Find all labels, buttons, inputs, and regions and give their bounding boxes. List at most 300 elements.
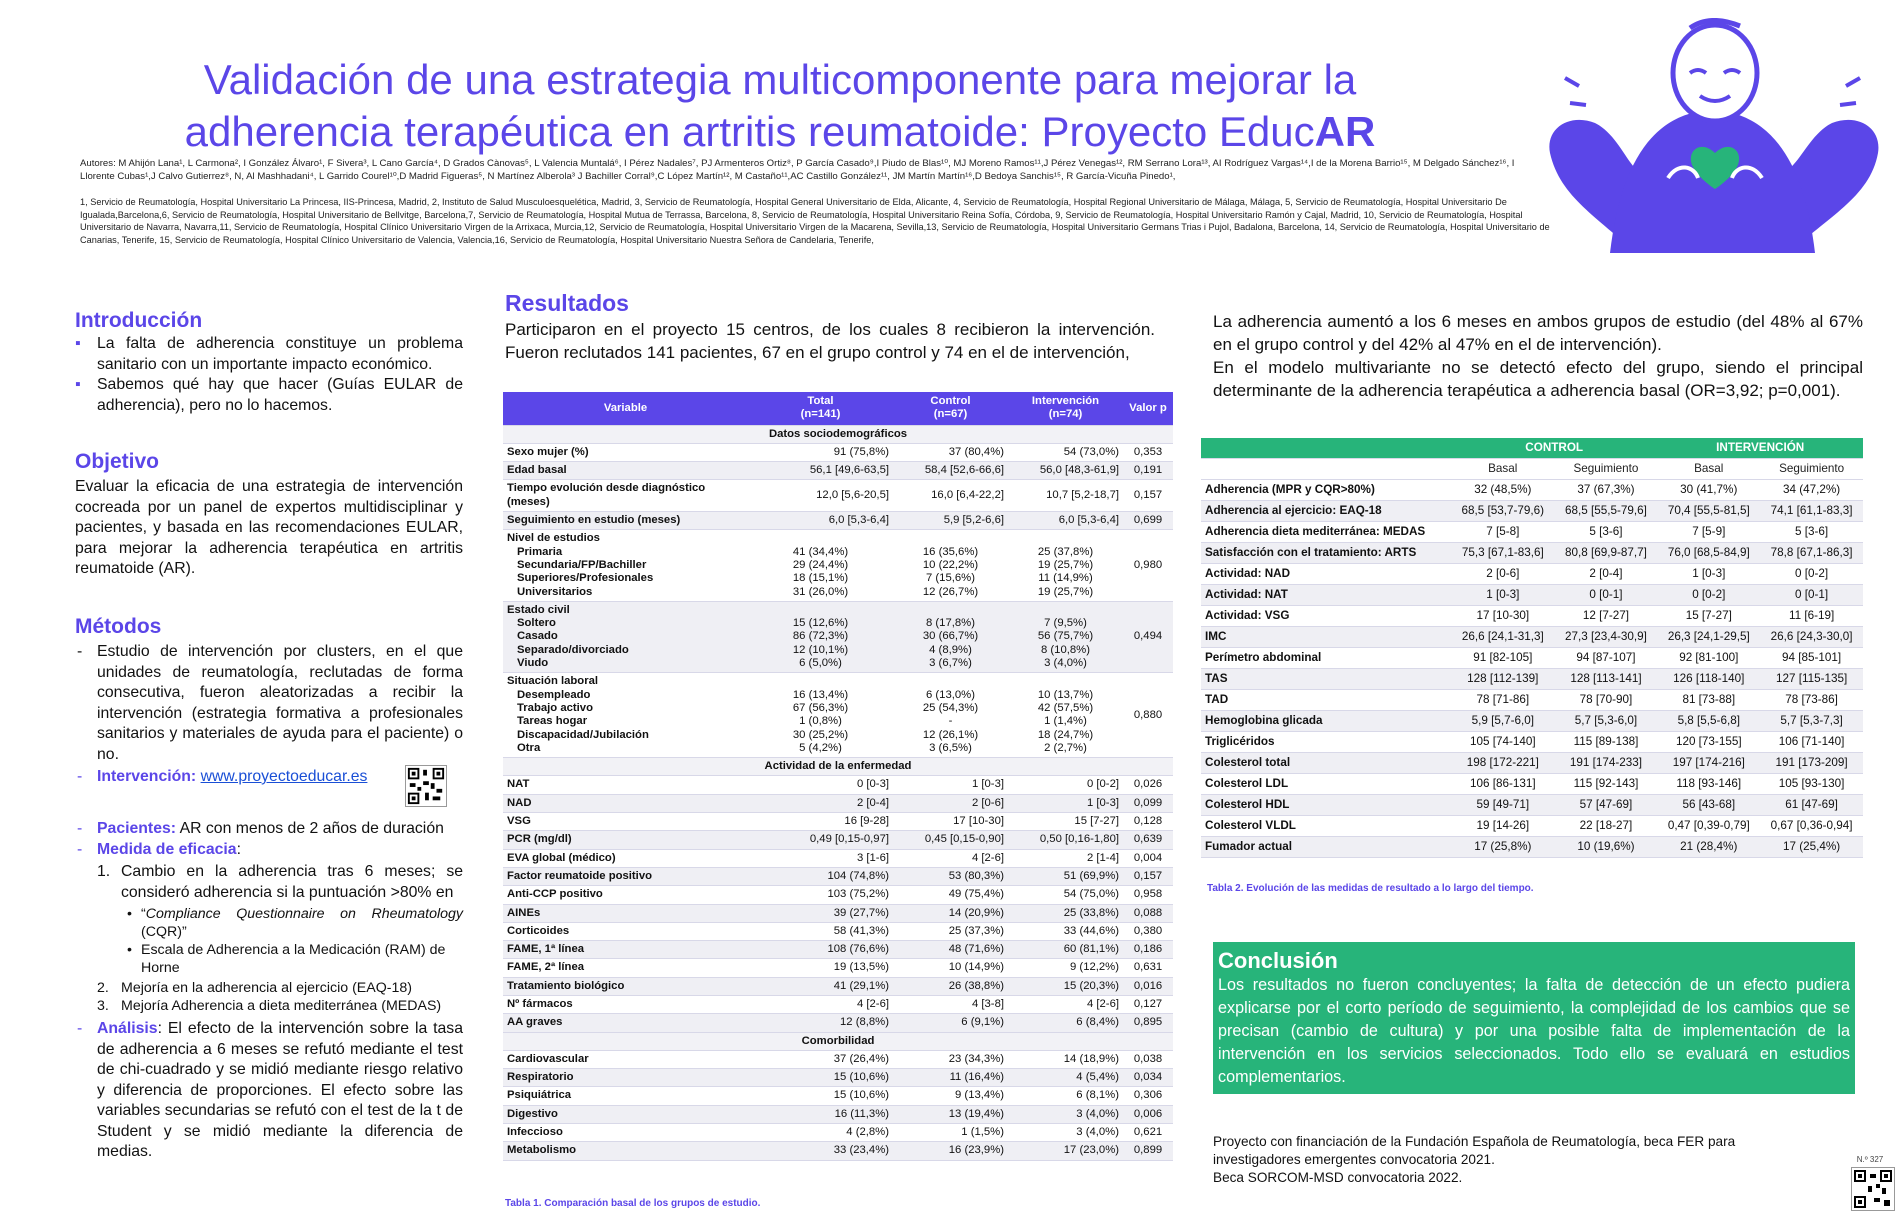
- t2-cell: 92 [81-100]: [1657, 648, 1760, 669]
- cell-value: 12 (10,1%): [792, 643, 849, 656]
- cell-value: 6 (13,0%): [926, 688, 975, 701]
- t1-row-label: Anti-CCP positivo: [503, 886, 748, 904]
- cell-value: 1 (1,4%): [1044, 715, 1087, 728]
- t1-header-control: Control (n=67): [893, 392, 1008, 425]
- t1-pvalue: 0,016: [1123, 977, 1173, 995]
- t2-cell: 10 (19,6%): [1555, 837, 1658, 858]
- t1-cell: 10,7 [5,2-18,7]: [1008, 480, 1123, 512]
- t1-cell: 39 (27,7%): [748, 904, 893, 922]
- t1-cell: 6 (8,1%): [1008, 1087, 1123, 1105]
- group-sub: Primaria: [517, 545, 563, 558]
- table-row: [503, 886, 1173, 904]
- t2-cell: 80,8 [69,9-87,7]: [1555, 543, 1658, 564]
- t1-cell: 4 [2-6]: [893, 849, 1008, 867]
- t1-cell: 19 (13,5%): [748, 959, 893, 977]
- t1-row-label: Sexo mujer (%): [503, 443, 748, 461]
- t1-pvalue: 0,899: [1123, 1142, 1173, 1160]
- t2-cell: 2 [0-4]: [1555, 564, 1658, 585]
- medida-label: Medida de eficacia: [97, 840, 237, 858]
- table1-caption: Tabla 1. Comparación basal de los grupos de estudio.: [505, 1198, 761, 1209]
- intervencion-label: Intervención:: [97, 768, 197, 785]
- t2-row-label: Colesterol LDL: [1201, 774, 1451, 795]
- t2-row-label: Adherencia al ejercicio: EAQ-18: [1201, 501, 1451, 522]
- table-row: [1201, 585, 1863, 606]
- t2-cell: 5 [3-6]: [1760, 522, 1863, 543]
- t2-group-intervencion: INTERVENCIÓN: [1657, 438, 1863, 459]
- t1-pvalue: 0,306: [1123, 1087, 1173, 1105]
- t2-cell: 120 [73-155]: [1657, 732, 1760, 753]
- qr-code-icon: [1851, 1167, 1895, 1211]
- table-row: [503, 794, 1173, 812]
- t2-cell: 78 [70-90]: [1555, 690, 1658, 711]
- t2-cell: 91 [82-105]: [1451, 648, 1555, 669]
- cell-value: 8 (10,8%): [1041, 643, 1090, 656]
- funding-note: [1213, 1133, 1803, 1187]
- table-row: [503, 462, 1173, 480]
- t1-cell: 37 (26,4%): [748, 1050, 893, 1068]
- medida-item-2: [97, 979, 463, 997]
- cell-value: 25 (54,3%): [922, 701, 979, 714]
- group-sub: Trabajo activo: [517, 701, 593, 714]
- cell-value: 5 (4,2%): [799, 741, 842, 754]
- table-row: [1201, 837, 1863, 858]
- cell-spacer: [1012, 675, 1119, 688]
- t2-cell: 1 [0-3]: [1657, 564, 1760, 585]
- t2-cell: 5,9 [5,7-6,0]: [1451, 711, 1555, 732]
- cqr-rest: (CQR)”: [141, 924, 187, 940]
- affiliations: 1, Servicio de Reumatología, Hospital Universitario La Princesa, IIS-Princesa, Madrid, 2, Instituto de Salud Musculoesquelética, Madrid, 3, Servicio de Reumatología, Hospital General Universitario de Elda, Alicante, 4, Servicio de Reumatología, Hospital Regional Universitario de Málaga, Málaga, 5, Servicio de Reumatología, Hospital Universitario De Igualada,Barcelona,6, Servicio de Reumatología, Hospital Universitario de Bellvitge, Barcelona,7, Servicio de Reumatología, Hospital Mutua de Terrassa, Barcelona, 8, Servicio de Reumatología, Hospital Universitario Reina Sofía, Córdoba, 9, Servicio de Reumatología, Hospital Universitario Ramón y Cajal, Madrid, 10, Servicio de Reumatología, Hospital Universitario de Navarra, Navarra,11, Servicio de Reumatología, Hospital Clínico Universitario Virgen de la Arrixaca, Murcia,12, Servicio de Reumatología, Hospital Universitario Virgen de la Macarena, Sevilla,13, Servicio de Reumatología, Hospital Universitario Germans Trias i Pujol, Badalona, Barcelona, 14, Servicio de Reumatología, Hospital Universitario de Canarias, Tenerife, 15, Servicio de Reumatología, Hospital Clínico Universitario de Valencia, Valencia,16, Servicio de Reumatología, Hospital Universitario Nuestra Señora de Candelaria, Tenerife,: [80, 197, 1550, 245]
- t2-body: [1201, 480, 1863, 858]
- cqr-italic: Compliance Questionnaire on Rheumatology: [145, 906, 463, 922]
- group-sub: Otra: [517, 741, 541, 754]
- intro-heading: Introducción: [75, 309, 203, 332]
- t1-row-label: AA graves: [503, 1014, 748, 1032]
- conclusion-box: [1213, 942, 1855, 1094]
- t1-cell: 41 (29,1%): [748, 977, 893, 995]
- t2-cell: 76,0 [68,5-84,9]: [1657, 543, 1760, 564]
- table-row: [503, 480, 1173, 512]
- cell-spacer: [752, 604, 889, 617]
- intro-list: [75, 334, 463, 416]
- table-row: [1201, 711, 1863, 732]
- cell-value: 41 (34,4%): [792, 545, 849, 558]
- t1-row-label: Nº fármacos: [503, 995, 748, 1013]
- t1-cell: 4 (2,8%): [748, 1124, 893, 1142]
- t2-row-label: Fumador actual: [1201, 837, 1451, 858]
- t2-cell: 17 (25,8%): [1451, 837, 1555, 858]
- table-row: [503, 813, 1173, 831]
- cell-value: 30 (25,2%): [792, 728, 849, 741]
- t1-cell: 6 (9,1%): [893, 1014, 1008, 1032]
- t2-cell: 57 [47-69]: [1555, 795, 1658, 816]
- t2-cell: 32 (48,5%): [1451, 480, 1555, 501]
- t2-cell: 127 [115-135]: [1760, 669, 1863, 690]
- t2-cell: 12 [7-27]: [1555, 606, 1658, 627]
- group-title: Situación laboral: [507, 675, 599, 688]
- t1-pvalue: 0,006: [1123, 1105, 1173, 1123]
- cell-value: 31 (26,0%): [792, 585, 849, 598]
- t1-cell: 16 (23,9%): [893, 1142, 1008, 1160]
- cell-value: 3 (6,5%): [929, 741, 972, 754]
- t1-cell: 54 (73,0%): [1008, 443, 1123, 461]
- t1-cell: 9 (13,4%): [893, 1087, 1008, 1105]
- t2-row-label: Hemoglobina glicada: [1201, 711, 1451, 732]
- t1-row-label: Psiquiátrica: [503, 1087, 748, 1105]
- t2-cell: 68,5 [53,7-79,6): [1451, 501, 1555, 522]
- table-row: [1201, 480, 1863, 501]
- t1-cell: 1 [0-3]: [1008, 794, 1123, 812]
- t2-cell: 126 [118-140]: [1657, 669, 1760, 690]
- medida-num: 2.: [97, 980, 109, 996]
- t1-body: [503, 425, 1173, 1160]
- metodos-body: [75, 642, 463, 1163]
- t1-cell: 6,0 [5,3-6,4]: [1008, 512, 1123, 530]
- t1-row-label: Infeccioso: [503, 1124, 748, 1142]
- table-row: [503, 977, 1173, 995]
- group-sub: Desempleado: [517, 688, 591, 701]
- table-row: [1201, 690, 1863, 711]
- t2-cell: 191 [174-233]: [1555, 753, 1658, 774]
- cell-spacer: [897, 675, 1004, 688]
- t1-cell: 53 (80,3%): [893, 867, 1008, 885]
- cell-value: 12 (26,7%): [922, 585, 979, 598]
- t1-cell: 11 (16,4%): [893, 1069, 1008, 1087]
- pacientes-row: [75, 819, 463, 840]
- t2-cell: 2 [0-6]: [1451, 564, 1555, 585]
- metodos-item: - Estudio de intervención por clusters, en el que unidades de reumatología, reclutadas de forma consecutiva, fueron aleatorizadas a recibir la intervención (estrategia formativa a profesionales sanitarios y materiales de ayuda para el paciente) o no.: [75, 642, 463, 765]
- t2-cell: 17 [10-30]: [1451, 606, 1555, 627]
- group-sub: Universitarios: [517, 585, 593, 598]
- table-row: [503, 1142, 1173, 1160]
- t1-pvalue: 0,880: [1123, 673, 1173, 758]
- t1-pvalue: 0,380: [1123, 922, 1173, 940]
- t2-cell: 21 (28,4%): [1657, 837, 1760, 858]
- resultados-heading: Resultados: [505, 290, 629, 316]
- t1-pvalue: 0,157: [1123, 867, 1173, 885]
- t2-cell: 198 [172-221]: [1451, 753, 1555, 774]
- t1-cell: 37 (80,4%): [893, 443, 1008, 461]
- t1-pvalue: 0,353: [1123, 443, 1173, 461]
- t1-cell: 58,4 [52,6-66,6]: [893, 462, 1008, 480]
- objetivo-heading: Objetivo: [75, 450, 160, 473]
- table-row: [1201, 816, 1863, 837]
- table-row: [503, 1087, 1173, 1105]
- t1-group-label: [503, 530, 748, 601]
- medida-item-3: [97, 997, 463, 1015]
- t1-pvalue: 0,127: [1123, 995, 1173, 1013]
- t1-cell: 0 [0-3]: [748, 776, 893, 794]
- t1-cell: 13 (19,4%): [893, 1105, 1008, 1123]
- t2-cell: 27,3 [23,4-30,9]: [1555, 627, 1658, 648]
- table-row: [503, 1069, 1173, 1087]
- cell-value: 7 (9,5%): [1044, 617, 1087, 630]
- cell-value: 18 (24,7%): [1037, 728, 1094, 741]
- t1-cell: 48 (71,6%): [893, 941, 1008, 959]
- t1-cell: 2 [0-6]: [893, 794, 1008, 812]
- cell-value: 8 (17,8%): [926, 617, 975, 630]
- group-sub: Viudo: [517, 657, 549, 670]
- t1-cell: 49 (75,4%): [893, 886, 1008, 904]
- t1-row-label: AINEs: [503, 904, 748, 922]
- results-paragraph-1: La adherencia aumentó a los 6 meses en ambos grupos de estudio (del 48% al 67% en el grupo control y del 42% al 47% en el de intervención).: [1213, 312, 1863, 354]
- table-row: [1201, 606, 1863, 627]
- title-line2: adherencia terapéutica en artritis reumatoide: Proyecto Educ: [184, 108, 1315, 155]
- objetivo-text: Evaluar la eficacia de una estrategia de intervención cocreada por un panel de expertos multidisciplinar y pacientes, y basada en las recomendaciones EULAR, para mejorar la adherencia terapéutica en artritis reumatoide (AR).: [75, 478, 463, 577]
- t2-subheader: Seguimiento: [1555, 459, 1658, 480]
- intervencion-link[interactable]: www.proyectoeducar.es: [200, 768, 368, 785]
- t1-pvalue: 0,895: [1123, 1014, 1173, 1032]
- t1-cell: [748, 530, 893, 601]
- intro-item: ▪ La falta de adherencia constituye un problema sanitario con un importante impacto económico.: [75, 334, 463, 375]
- t1-cell: 108 (76,6%): [748, 941, 893, 959]
- t1-cell: 14 (20,9%): [893, 904, 1008, 922]
- table-row: [503, 941, 1173, 959]
- group-title: Nivel de estudios: [507, 532, 600, 545]
- table-row: [1201, 543, 1863, 564]
- t1-row-label: FAME, 1ª línea: [503, 941, 748, 959]
- analisis-colon: :: [157, 1020, 162, 1037]
- t1-pvalue: 0,494: [1123, 601, 1173, 672]
- t2-row-label: Adherencia (MPR y CQR>80%): [1201, 480, 1451, 501]
- t1-cell: 4 (5,4%): [1008, 1069, 1123, 1087]
- t1-pvalue: 0,034: [1123, 1069, 1173, 1087]
- t2-cell: 5,7 [5,3-7,3]: [1760, 711, 1863, 732]
- t1-pvalue: 0,186: [1123, 941, 1173, 959]
- medida-subitem: • Escala de Adherencia a la Medicación (RAM) de Horne: [121, 941, 463, 977]
- t1-cell: 58 (41,3%): [748, 922, 893, 940]
- medida-item-1: [97, 862, 463, 903]
- analisis-text: El efecto de la intervención sobre la tasa de adherencia a 6 meses se refutó mediante el test de chi-cuadrado y se midió mediante riesgo relativo y diferencia de proporciones. El efecto sobre las variables secundarias se refutó con el test de la t de Student y se midió mediante la diferencia de medias.: [97, 1020, 463, 1160]
- t1-cell: 12,0 [5,6-20,5]: [748, 480, 893, 512]
- t1-cell: 14 (18,9%): [1008, 1050, 1123, 1068]
- t2-row-label: Actividad: NAT: [1201, 585, 1451, 606]
- t2-cell: 75,3 [67,1-83,6]: [1451, 543, 1555, 564]
- t2-cell: 7 [5-9]: [1657, 522, 1760, 543]
- group-sub: Discapacidad/Jubilación: [517, 728, 649, 741]
- t1-cell: 2 [0-4]: [748, 794, 893, 812]
- t2-cell: 22 [18-27]: [1555, 816, 1658, 837]
- medida-subitem: [121, 905, 463, 941]
- table-row: [1201, 774, 1863, 795]
- t1-pvalue: 0,157: [1123, 480, 1173, 512]
- cell-spacer: [752, 532, 889, 545]
- t2-cell: 94 [85-101]: [1760, 648, 1863, 669]
- group-sub: Soltero: [517, 617, 556, 630]
- t1-group-label: [503, 673, 748, 758]
- cell-spacer: [897, 604, 1004, 617]
- table-row: [1201, 627, 1863, 648]
- conclusion-heading: Conclusión: [1218, 948, 1338, 973]
- t1-cell: [748, 673, 893, 758]
- t1-cell: 91 (75,8%): [748, 443, 893, 461]
- table-row: [1201, 669, 1863, 690]
- t2-cell: 78 [71-86]: [1451, 690, 1555, 711]
- t2-cell: 106 [86-131]: [1451, 774, 1555, 795]
- t1-cell: 2 [1-4]: [1008, 849, 1123, 867]
- table-row: [503, 512, 1173, 530]
- t1-cell: 15 (10,6%): [748, 1069, 893, 1087]
- t1-pvalue: 0,621: [1123, 1124, 1173, 1142]
- t1-row-label: Seguimiento en estudio (meses): [503, 512, 748, 530]
- medida-num: 3.: [97, 998, 109, 1014]
- t2-row-label: TAD: [1201, 690, 1451, 711]
- cell-value: 10 (22,2%): [922, 558, 979, 571]
- t2-cell: 70,4 [55,5-81,5]: [1657, 501, 1760, 522]
- t1-section-label: Comorbilidad: [503, 1032, 1173, 1050]
- table-row: [1201, 753, 1863, 774]
- t2-row-label: Satisfacción con el tratamiento: ARTS: [1201, 543, 1451, 564]
- t2-cell: 26,3 [24,1-29,5]: [1657, 627, 1760, 648]
- t1-cell: 0,49 [0,15-0,97]: [748, 831, 893, 849]
- t1-cell: 33 (44,6%): [1008, 922, 1123, 940]
- t2-cell: 78 [73-86]: [1760, 690, 1863, 711]
- pacientes-label: Pacientes:: [97, 820, 177, 837]
- cell-value: 1 (0,8%): [799, 715, 842, 728]
- t1-cell: 6 (8,4%): [1008, 1014, 1123, 1032]
- t1-cell: 0,50 [0,16-1,80]: [1008, 831, 1123, 849]
- t1-cell: 103 (75,2%): [748, 886, 893, 904]
- t1-cell: 56,0 [48,3-61,9]: [1008, 462, 1123, 480]
- t1-row-label: NAT: [503, 776, 748, 794]
- table-row: [503, 1124, 1173, 1142]
- poster-title: [90, 54, 1470, 158]
- cell-spacer: [1012, 604, 1119, 617]
- t1-pvalue: 0,631: [1123, 959, 1173, 977]
- t2-cell: 0,67 [0,36-0,94]: [1760, 816, 1863, 837]
- t2-cell: 26,6 [24,3-30,0]: [1760, 627, 1863, 648]
- t1-cell: 5,9 [5,2-6,6]: [893, 512, 1008, 530]
- cell-value: 19 (25,7%): [1037, 585, 1094, 598]
- t1-pvalue: 0,038: [1123, 1050, 1173, 1068]
- t1-header-variable: Variable: [503, 392, 748, 425]
- medida-colon: :: [236, 840, 241, 858]
- t1-cell: [893, 673, 1008, 758]
- t1-pvalue: 0,128: [1123, 813, 1173, 831]
- t1-pvalue: 0,004: [1123, 849, 1173, 867]
- t1-cell: [1008, 530, 1123, 601]
- t2-cell: 37 (67,3%): [1555, 480, 1658, 501]
- medida-text: Cambio en la adherencia tras 6 meses; se consideró adherencia si la puntuación >80% en: [121, 863, 463, 901]
- t2-row-label: IMC: [1201, 627, 1451, 648]
- person-heart-icon: [1540, 18, 1885, 253]
- t1-cell: 104 (74,8%): [748, 867, 893, 885]
- medida-sublist: [121, 905, 463, 977]
- t1-row-label: Tratamiento biológico: [503, 977, 748, 995]
- cell-value: 11 (14,9%): [1038, 572, 1093, 585]
- title-bold: AR: [1314, 108, 1376, 155]
- t2-cell: 105 [93-130]: [1760, 774, 1863, 795]
- t1-group-label: [503, 601, 748, 672]
- t1-pvalue: 0,088: [1123, 904, 1173, 922]
- cell-value: 7 (15,6%): [926, 572, 975, 585]
- t1-cell: 16 (11,3%): [748, 1105, 893, 1123]
- t1-pvalue: 0,699: [1123, 512, 1173, 530]
- t2-cell: 34 (47,2%): [1760, 480, 1863, 501]
- t1-cell: [893, 530, 1008, 601]
- t2-cell: 17 (25,4%): [1760, 837, 1863, 858]
- t1-row-label: FAME, 2ª línea: [503, 959, 748, 977]
- t2-cell: 0 [0-1]: [1555, 585, 1658, 606]
- t1-row-label: PCR (mg/dl): [503, 831, 748, 849]
- t2-cell: 7 [5-8]: [1451, 522, 1555, 543]
- medida-row: [75, 840, 463, 861]
- t1-pvalue: 0,191: [1123, 462, 1173, 480]
- t1-cell: [1008, 601, 1123, 672]
- t1-cell: 9 (12,2%): [1008, 959, 1123, 977]
- t1-cell: 33 (23,4%): [748, 1142, 893, 1160]
- cell-value: 86 (72,3%): [792, 630, 849, 643]
- group-title: Estado civil: [507, 603, 570, 616]
- cqr-open-quote: “: [141, 906, 146, 922]
- t1-cell: 56,1 [49,6-63,5]: [748, 462, 893, 480]
- table-row: [1201, 522, 1863, 543]
- cell-value: 2 (2,7%): [1044, 741, 1087, 754]
- t1-cell: 3 (4,0%): [1008, 1105, 1123, 1123]
- table-row: [503, 1105, 1173, 1123]
- t2-cell: 106 [71-140]: [1760, 732, 1863, 753]
- t2-cell: 74,1 [61,1-83,3]: [1760, 501, 1863, 522]
- t2-subheader: Basal: [1451, 459, 1555, 480]
- t1-cell: 26 (38,8%): [893, 977, 1008, 995]
- t2-cell: 105 [74-140]: [1451, 732, 1555, 753]
- t2-row-label: Actividad: VSG: [1201, 606, 1451, 627]
- table-row: [1201, 501, 1863, 522]
- t1-cell: 60 (81,1%): [1008, 941, 1123, 959]
- qr-code-icon: [405, 765, 447, 807]
- authors: Autores: M Ahijón Lana¹, L Carmona², I González Álvaro¹, F Sivera³, L Cano García⁴, D Grados Cànovas⁵, L Valencia Muntalá⁶, I Pérez Nadales⁷, PJ Armenteros Ortiz⁸, P García Casado⁹,I Piudo de Blas¹⁰, MJ Moreno Ramos¹¹,J Pérez Venegas¹², RM Serrano Lora¹³, AI Rodríguez Vargas¹⁴,I de la Morena Barrio¹⁵, M Delgado Sánchez¹⁶, I Llorente Cubas¹,J Calvo Gutierrez⁸, N, Al Mashhadani⁴, L Garrido Courel¹⁰,D Madrid Figueras⁵, N Martínez Alberola³ J Bachiller Corral⁹,C López Martín¹², M Castaño¹¹,AC Castillo González¹¹, JM Martín Martín¹⁶,D Bedoya Sanchis¹⁵, R García-Vicuña Pinedo¹,: [80, 158, 1515, 182]
- t2-cell: 128 [113-141]: [1555, 669, 1658, 690]
- t2-cell: 81 [73-88]: [1657, 690, 1760, 711]
- t1-row-label: Digestivo: [503, 1105, 748, 1123]
- t2-cell: 11 [6-19]: [1760, 606, 1863, 627]
- group-sub: Secundaria/FP/Bachiller: [517, 558, 647, 571]
- t1-pvalue: 0,958: [1123, 886, 1173, 904]
- table-row: [503, 922, 1173, 940]
- table-row: [503, 530, 1173, 601]
- cell-value: 56 (75,7%): [1037, 630, 1094, 643]
- t1-pvalue: 0,099: [1123, 794, 1173, 812]
- t2-cell: 30 (41,7%): [1657, 480, 1760, 501]
- poster-number: N.º 327: [1856, 1155, 1884, 1164]
- t2-cell: 5,7 [5,3-6,0]: [1555, 711, 1658, 732]
- t1-row-label: Tiempo evolución desde diagnóstico (meses): [503, 480, 748, 512]
- t1-header-p: Valor p: [1123, 392, 1173, 425]
- cell-value: 16 (35,6%): [922, 545, 979, 558]
- medida-text: Mejoría Adherencia a dieta mediterránea (MEDAS): [121, 998, 442, 1014]
- table-row: [503, 1050, 1173, 1068]
- t2-subheader: Seguimiento: [1760, 459, 1863, 480]
- table2: [1201, 438, 1863, 858]
- t1-row-label: VSG: [503, 813, 748, 831]
- conclusion-text: Los resultados no fueron concluyentes; la falta de detección de un efecto pudiera explicarse por el corto período de seguimiento, la complejidad de los cambios que se precisan (cambio de cultura) y por una posible falta de implementación de la intervención en los servicios seleccionados. Todo ello se evaluará en estudios complementarios.: [1218, 976, 1850, 1086]
- table-row: [1201, 648, 1863, 669]
- t2-cell: 5 [3-6]: [1555, 522, 1658, 543]
- cell-value: 10 (13,7%): [1037, 688, 1094, 701]
- table-row: [503, 867, 1173, 885]
- group-sub: Casado: [517, 630, 558, 643]
- t1-cell: 4 [3-8]: [893, 995, 1008, 1013]
- funding-line: Proyecto con financiación de la Fundación Española de Reumatología, beca FER para investigadores emergentes convocatoria 2021.: [1213, 1134, 1736, 1167]
- t2-row-label: Colesterol HDL: [1201, 795, 1451, 816]
- table2-caption: Tabla 2. Evolución de las medidas de resultado a lo largo del tiempo.: [1207, 883, 1534, 894]
- t2-cell: 0 [0-2]: [1760, 564, 1863, 585]
- t2-cell: 1 [0-3]: [1451, 585, 1555, 606]
- cell-spacer: [752, 675, 889, 688]
- t2-row-label: Adherencia dieta mediterránea: MEDAS: [1201, 522, 1451, 543]
- t1-cell: 3 [1-6]: [748, 849, 893, 867]
- t1-header-total: Total (n=141): [748, 392, 893, 425]
- results-paragraph-2: En el modelo multivariante no se detectó efecto del grupo, siendo el principal determinante de la adherencia terapéutica a adherencia basal (OR=3,92; p=0,001).: [1213, 358, 1863, 400]
